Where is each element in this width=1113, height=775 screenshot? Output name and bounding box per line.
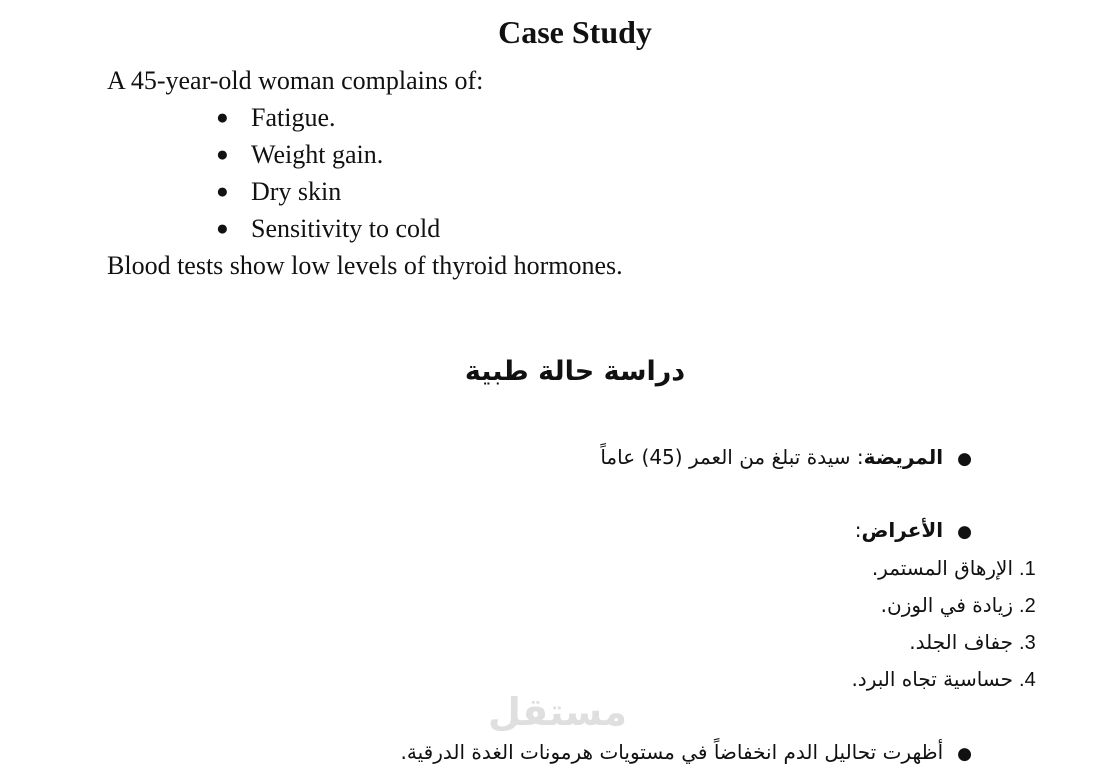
item-text: زيادة في الوزن. <box>880 593 1013 617</box>
list-item <box>851 661 1043 698</box>
symptom-text: Sensitivity to cold <box>251 214 441 243</box>
list-item <box>107 136 440 173</box>
list-item <box>851 624 1043 661</box>
case-study-title: Case Study <box>498 14 652 50</box>
finding-line <box>401 736 972 770</box>
symptom-text: Dry skin <box>251 177 342 206</box>
item-number: 1. <box>1019 558 1036 580</box>
item-number: 4. <box>1019 669 1036 691</box>
item-text: جفاف الجلد. <box>909 630 1013 654</box>
symptoms-colon: : <box>854 518 862 542</box>
bullet-icon: ● <box>957 522 972 542</box>
closing-text: Blood tests show low levels of thyroid hormones. <box>107 251 623 280</box>
finding-text: أظهرت تحاليل الدم انخفاضاً في مستويات هرمونات الغدة الدرقية. <box>400 740 944 764</box>
symptoms-heading <box>855 514 972 548</box>
symptoms-label: الأعراض <box>861 518 944 542</box>
bullet-icon: ● <box>957 449 972 469</box>
item-text: حساسية تجاه البرد. <box>851 667 1013 691</box>
symptom-text: Weight gain. <box>251 140 384 169</box>
item-number: 2. <box>1019 595 1036 617</box>
intro-text: A 45-year-old woman complains of: <box>107 66 484 95</box>
list-item <box>851 550 1043 587</box>
list-item <box>107 99 440 136</box>
patient-text: : سيدة تبلغ من العمر (45) عاماً <box>600 445 864 469</box>
item-text: الإرهاق المستمر. <box>871 556 1013 580</box>
symptom-text: Fatigue. <box>251 103 336 132</box>
symptom-list <box>107 99 440 247</box>
item-number: 3. <box>1019 632 1036 654</box>
watermark-logo: مستقل <box>488 690 627 734</box>
bullet-icon: ● <box>957 744 972 764</box>
arabic-symptom-list <box>851 550 1043 698</box>
patient-line <box>600 441 972 475</box>
list-item <box>851 587 1043 624</box>
list-item <box>107 173 440 210</box>
patient-label: المريضة <box>863 445 944 469</box>
list-item <box>107 210 440 247</box>
arabic-title: دراسة حالة طبية <box>464 356 686 387</box>
